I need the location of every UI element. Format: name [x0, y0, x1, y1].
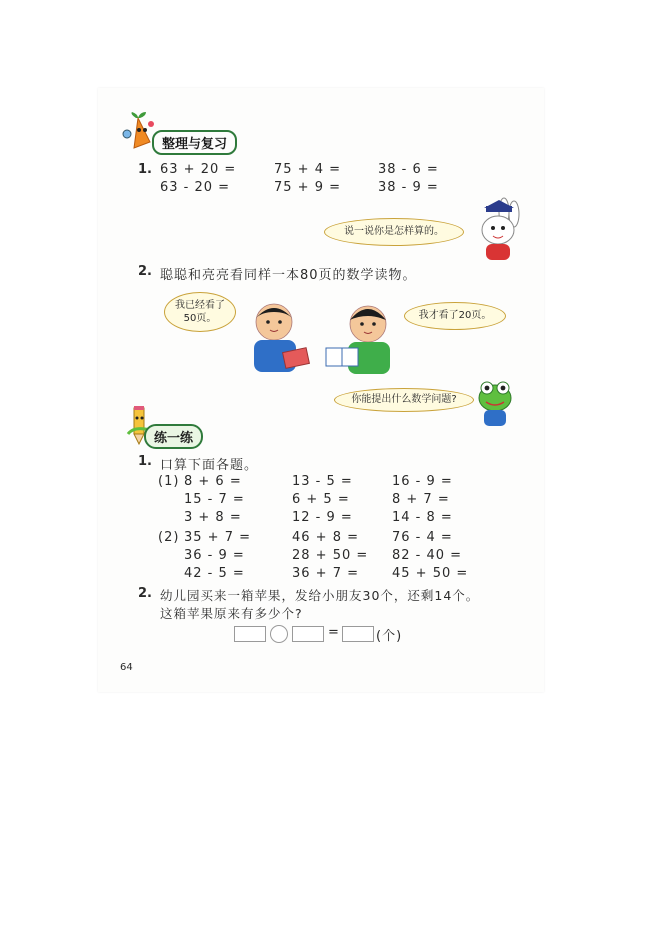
- group2-eq: 36 - 9 =: [184, 548, 245, 563]
- operator-circle[interactable]: [270, 625, 288, 643]
- review-q2-number: 2.: [138, 264, 152, 279]
- practice-q2-line1: 幼儿园买来一箱苹果，发给小朋友30个，还剩14个。: [160, 588, 480, 603]
- group1-eq: 15 - 7 =: [184, 492, 245, 507]
- practice-q1-text: 口算下面各题。: [160, 458, 259, 473]
- review-q1-eq: 75 + 9 =: [274, 180, 341, 195]
- textbook-page: [98, 88, 544, 692]
- review-q1-eq: 63 - 20 =: [160, 180, 231, 195]
- group1-eq: 3 + 8 =: [184, 510, 242, 525]
- rabbit-speech-bubble: 说一说你是怎样算的。: [324, 218, 464, 246]
- frog-speech-bubble: 你能提出什么数学问题?: [334, 388, 474, 412]
- review-q1-eq: 38 - 9 =: [378, 180, 439, 195]
- group1-label: (1): [158, 474, 180, 489]
- answer-box-1[interactable]: [234, 626, 266, 642]
- carrot-mascot-icon: [120, 112, 156, 152]
- boy1-speech-bubble: 我已经看了50页。: [164, 292, 236, 332]
- group1-eq: 8 + 6 =: [184, 474, 242, 489]
- boy-with-book-icon: [312, 302, 404, 378]
- page-number: 64: [120, 662, 133, 673]
- practice-section-title: 练一练: [144, 424, 203, 449]
- group1-eq: 13 - 5 =: [292, 474, 353, 489]
- group1-eq: 6 + 5 =: [292, 492, 350, 507]
- rabbit-mascot-icon: [464, 196, 526, 262]
- group1-eq: 12 - 9 =: [292, 510, 353, 525]
- boy2-speech-bubble: 我才看了20页。: [404, 302, 506, 330]
- group2-eq: 82 - 40 =: [392, 548, 463, 563]
- group2-eq: 28 + 50 =: [292, 548, 369, 563]
- practice-q2-number: 2.: [138, 586, 152, 601]
- answer-equals-sign: =: [328, 625, 340, 640]
- practice-q1-number: 1.: [138, 454, 152, 469]
- review-q1-number: 1.: [138, 162, 152, 177]
- answer-box-2[interactable]: [292, 626, 324, 642]
- review-q2-text: 聪聪和亮亮看同样一本80页的数学读物。: [160, 268, 417, 283]
- group1-eq: 8 + 7 =: [392, 492, 450, 507]
- review-q1-eq: 38 - 6 =: [378, 162, 439, 177]
- group2-eq: 46 + 8 =: [292, 530, 359, 545]
- group1-eq: 16 - 9 =: [392, 474, 453, 489]
- frog-mascot-icon: [470, 378, 520, 430]
- group2-eq: 35 + 7 =: [184, 530, 251, 545]
- group2-label: (2): [158, 530, 180, 545]
- answer-unit: (个): [376, 629, 403, 644]
- review-section-title: 整理与复习: [152, 130, 237, 155]
- group2-eq: 42 - 5 =: [184, 566, 245, 581]
- group1-eq: 14 - 8 =: [392, 510, 453, 525]
- answer-box-result[interactable]: [342, 626, 374, 642]
- group2-eq: 36 + 7 =: [292, 566, 359, 581]
- group2-eq: 45 + 50 =: [392, 566, 469, 581]
- review-q1-eq: 63 + 20 =: [160, 162, 237, 177]
- review-q1-eq: 75 + 4 =: [274, 162, 341, 177]
- practice-q2-line2: 这箱苹果原来有多少个?: [160, 606, 303, 621]
- group2-eq: 76 - 4 =: [392, 530, 453, 545]
